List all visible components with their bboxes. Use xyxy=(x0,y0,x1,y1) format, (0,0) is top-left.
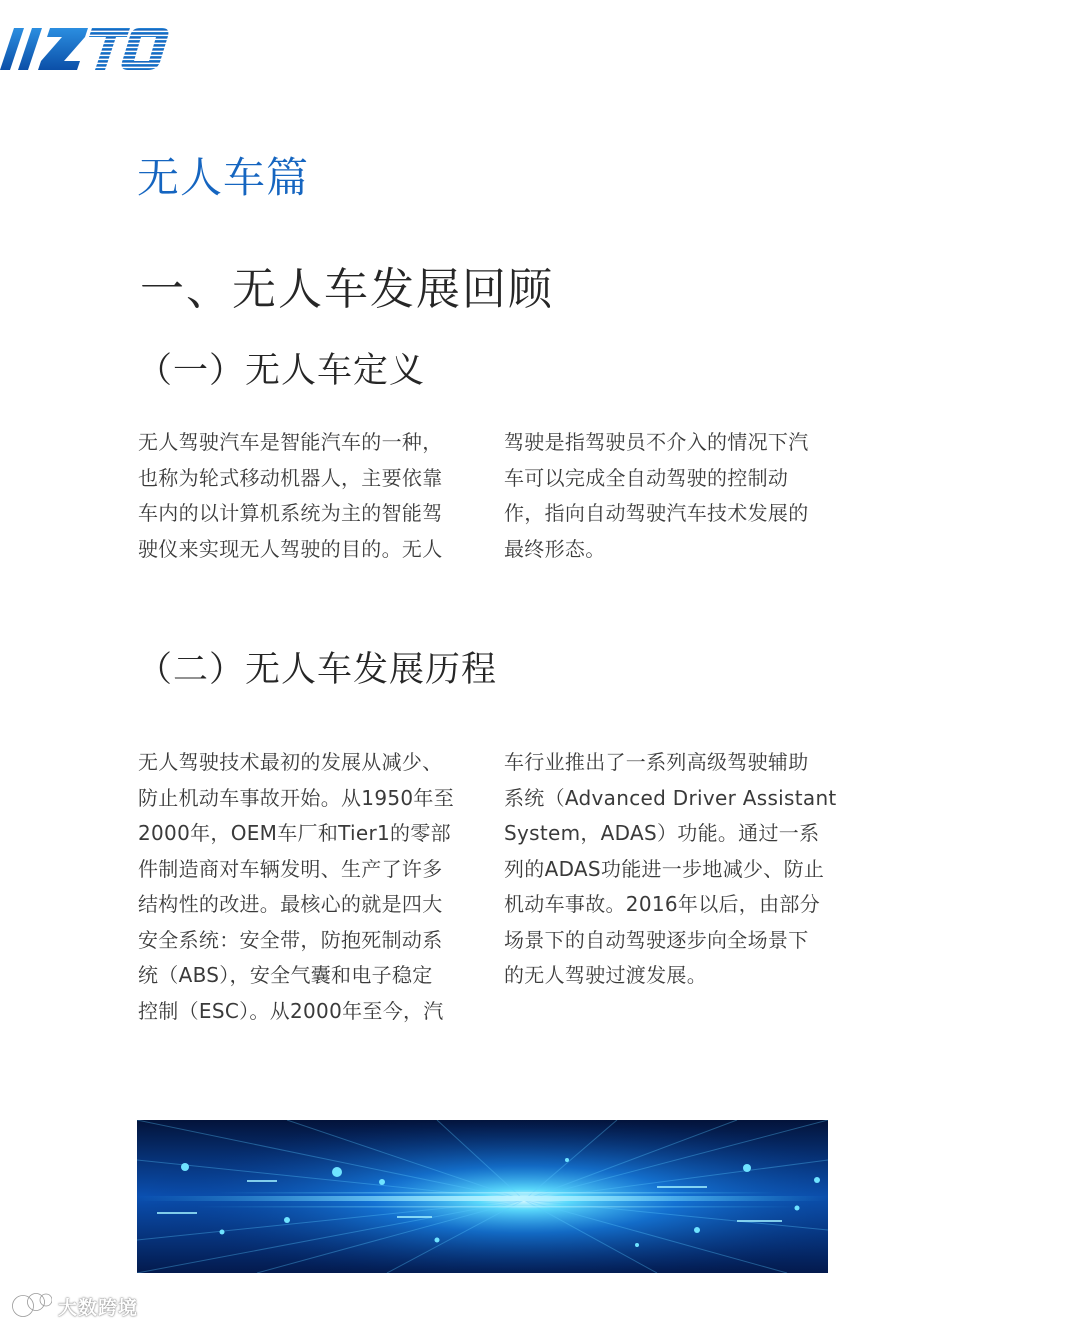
paragraph-line: 2000年，OEM车厂和Tier1的零部 xyxy=(138,821,451,845)
paragraph-line: 安全系统：安全带，防抱死制动系 xyxy=(138,927,443,952)
paragraph-line: 无人驾驶技术最初的发展从减少、 xyxy=(138,750,443,774)
watermark xyxy=(10,1290,138,1322)
paragraph-line: System，ADAS）功能。通过一系 xyxy=(504,821,820,845)
paragraph-line: 驾驶是指驾驶员不介入的情况下汽 xyxy=(504,430,809,454)
tech-light-tunnel-image xyxy=(137,1120,828,1273)
paragraph-line: 车行业推出了一系列高级驾驶辅助 xyxy=(504,750,809,774)
paragraph-line: 的无人驾驶过渡发展。 xyxy=(504,963,707,987)
paragraph-line: 也称为轮式移动机器人，主要依靠 xyxy=(138,465,443,490)
paragraph-line: 结构性的改进。最核心的就是四大 xyxy=(138,892,443,916)
paragraph-line: 无人驾驶汽车是智能汽车的一种， xyxy=(138,430,443,454)
paragraph-line: 最终形态。 xyxy=(504,536,606,561)
paragraph-line: 列的ADAS功能进一步地减少、防止 xyxy=(504,856,825,881)
history-text-column-2 xyxy=(504,745,844,994)
paragraph-line: 车内的以计算机系统为主的智能驾 xyxy=(138,501,443,525)
paragraph-line: 件制造商对车辆发明、生产了许多 xyxy=(138,856,443,881)
subsection-title-history: （二）无人车发展历程 xyxy=(137,650,498,690)
definition-text-column-1 xyxy=(138,425,478,567)
paragraph-line: 车可以完成全自动驾驶的控制动 xyxy=(504,465,789,490)
chapter-title: 无人车篇 xyxy=(137,153,310,202)
section-title: 一、无人车发展回顾 xyxy=(140,264,554,315)
paragraph-line: 驶仪来实现无人驾驶的目的。无人 xyxy=(138,536,443,561)
paragraph-line: 防止机动车事故开始。从1950年至 xyxy=(138,785,454,810)
subsection-title-definition: （一）无人车定义 xyxy=(137,351,426,391)
paragraph-line: 控制（ESC）。从2000年至今，汽 xyxy=(138,998,444,1023)
paragraph-line: 机动车事故。2016年以后，由部分 xyxy=(504,892,820,916)
paragraph-line: 统（ABS），安全气囊和电子稳定 xyxy=(138,963,433,987)
paragraph-line: 作，指向自动驾驶汽车技术发展的 xyxy=(504,501,809,525)
chat-bubble-logo-icon xyxy=(10,1291,52,1321)
paragraph-line: 场景下的自动驾驶逐步向全场景下 xyxy=(504,927,809,952)
watermark-text: 大数跨境 xyxy=(58,1296,139,1319)
definition-text-column-2 xyxy=(504,425,844,567)
izto-logo xyxy=(0,24,170,74)
history-text-column-1 xyxy=(138,745,478,1029)
paragraph-line: 系统（Advanced Driver Assistant xyxy=(504,785,837,810)
